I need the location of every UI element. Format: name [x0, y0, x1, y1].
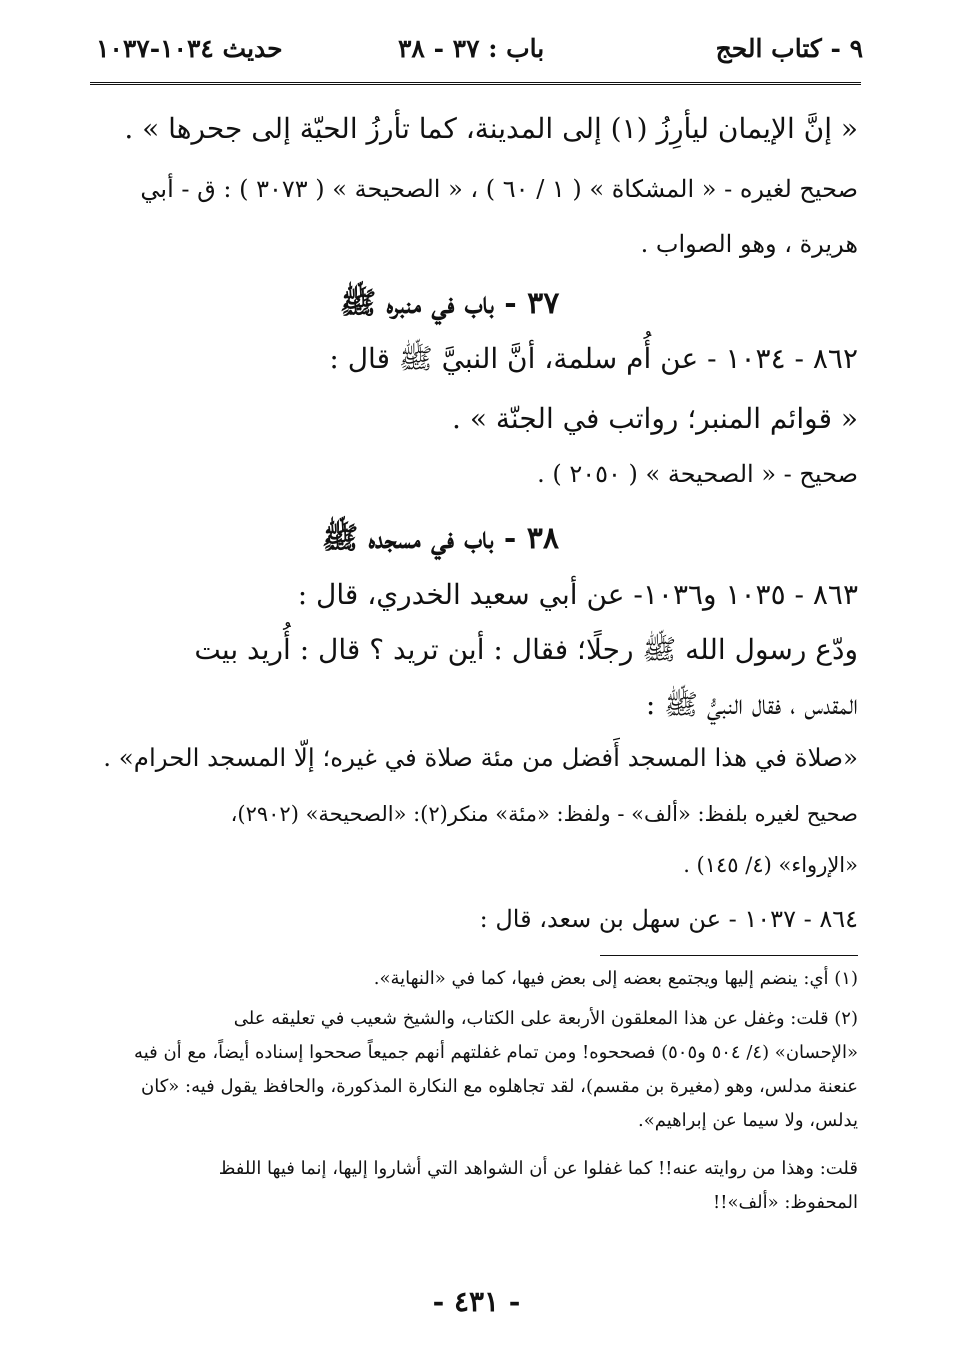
chapter-heading-37: ٣٧ - باب في منبره ﷺ: [340, 286, 560, 321]
body-line: ٨٦٤ - ١٠٣٧ - عن سهل بن سعد، قال :: [479, 905, 858, 933]
page-number: - ٤٣١ -: [432, 1285, 521, 1318]
body-line: ٨٦٣ - ١٠٣٥ و١٠٣٦- عن أبي سعيد الخدري، قال :: [297, 578, 858, 611]
body-line: « إنَّ الإيمان ليأرِزُ (١) إلى المدينة، كما تأرزُ الحيّة إلى جحرها » .: [124, 112, 858, 145]
footnote: (١) أي: ينضم إليها ويجتمع بعضه إلى بعض فيها، كما في «النهاية».: [373, 968, 858, 989]
header-section: باب : ٣٧ - ٣٨: [398, 34, 545, 63]
header-divider: [90, 82, 861, 85]
body-line: ٨٦٢ - ١٠٣٤ - عن أُم سلمة، أنَّ النبيَّ ﷺ قال :: [329, 342, 858, 375]
body-line: «صلاة في هذا المسجد أَفضل من مئة صلاة في غيره؛ إلّا المسجد الحرام» .: [103, 743, 858, 772]
body-line: صحيح لغيره - « المشكاة » ( ١ / ٦٠ ) ، « الصحيحة » ( ٣٠٧٣ ) : ق - أبي: [140, 175, 858, 203]
footnote: قلت: وهذا من روايته عنه!! كما غفلوا عن أن الشواهد التي أشاروا إليها، إنما فيها اللفظ: [218, 1158, 858, 1179]
footnote: يدلس، ولا سيما عن إبراهيم».: [638, 1110, 858, 1131]
footnote: عنعنة مدلس، وهو (مغيرة بن مقسم)، لقد تجاهلوه مع النكارة المذكورة، والحافظ يقول فيه: «كان: [141, 1076, 858, 1097]
body-line: المقدس ، فقال النبيُّ ﷺ :: [645, 688, 858, 721]
body-line: «الإرواء» (٤/ ١٤٥) .: [683, 853, 858, 877]
footnote: المحفوظ: «ألف»!!: [713, 1192, 858, 1213]
body-line: ودّع رسول الله ﷺ رجلًا؛ فقال : أين تريد ؟ قال : أُريد بيت: [194, 633, 858, 666]
footnote: «الإحسان» (٤/ ٥٠٤ و٥٠٥) فصححوه! ومن تمام غفلتهم أنهم جميعاً صححوا إسناده أيضاً، مع أن فيه: [134, 1042, 858, 1063]
body-line: هريرة ، وهو الصواب .: [640, 230, 858, 258]
body-line: « قوائم المنبر؛ رواتب في الجنّة » .: [452, 402, 858, 435]
header-hadith-range: حديث ١٠٣٤-١٠٣٧: [96, 34, 283, 63]
footnote-divider: [600, 955, 858, 956]
chapter-heading-38: ٣٨ - باب في مسجده ﷺ: [322, 521, 559, 556]
footnote: (٢) قلت: وغفل عن هذا المعلقون الأربعة على الكتاب، والشيخ شعيب في تعليقه على: [233, 1008, 858, 1029]
body-line: صحيح - « الصحيحة » ( ٢٠٥٠ ) .: [537, 460, 858, 488]
body-line: صحيح لغيره بلفظ: «ألف» - ولفظ: «مئة» منكر(٢): «الصحيحة» (٢٩٠٢)،: [230, 802, 858, 826]
header-chapter: ٩ - كتاب الحج: [715, 34, 863, 63]
